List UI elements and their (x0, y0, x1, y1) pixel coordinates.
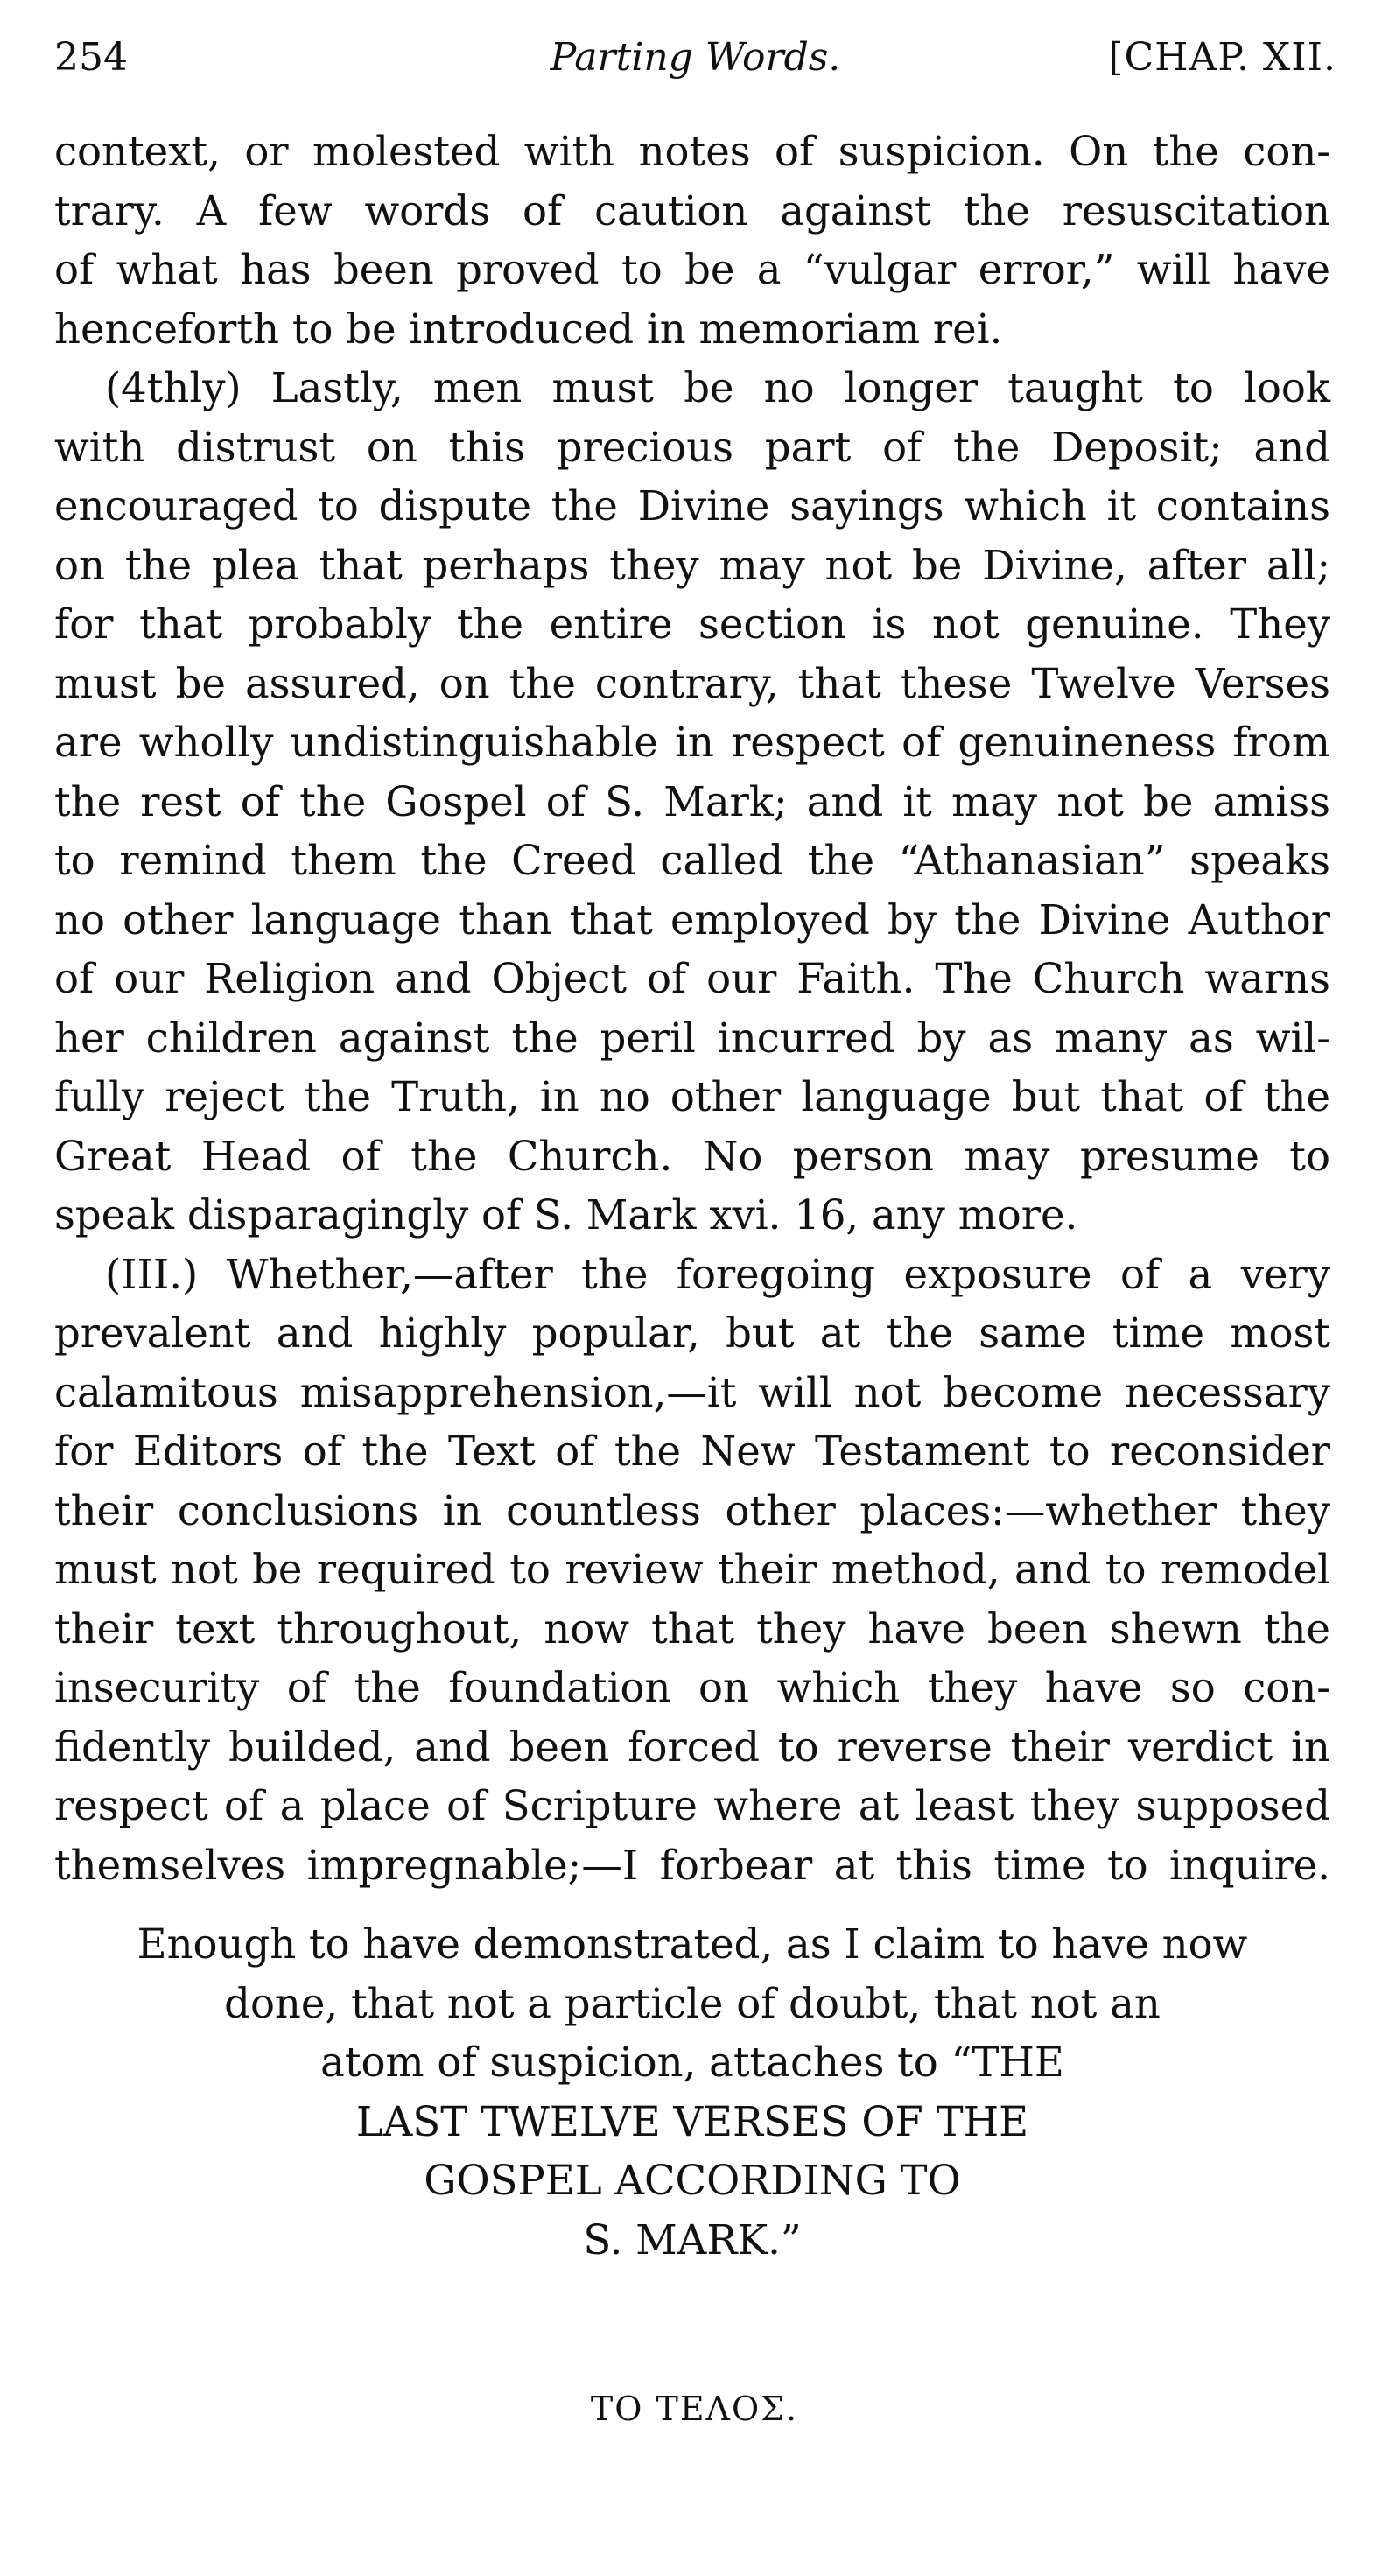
text-line: (III.) Whether,—after the foregoing exposure of a very (105, 1250, 1330, 1298)
text-line: Great Head of the Church. No person may presume to (54, 1132, 1330, 1180)
text-line: to remind them the Creed called the “Athanasian” speaks (54, 837, 1330, 884)
text-line: with distrust on this precious part of the Deposit; and (54, 423, 1330, 471)
page-header (54, 35, 1336, 96)
closing-line: Enough to have demonstrated, as I claim to have now (137, 1920, 1248, 1968)
text-line: encouraged to dispute the Divine sayings which it contains (54, 482, 1330, 530)
text-line: their conclusions in countless other places:—whether they (54, 1486, 1330, 1534)
chapter-label: [CHAP. XII. (1108, 35, 1336, 80)
text-line: respect of a place of Scripture where at least they supposed (54, 1782, 1330, 1829)
text-line: the rest of the Gospel of S. Mark; and it may not be amiss (54, 777, 1330, 825)
text-line: themselves impregnable;—I forbear at this time to inquire. (54, 1841, 1330, 1889)
closing-line: S. MARK.” (583, 2215, 802, 2264)
text-line: of what has been proved to be a “vulgar error,” will have (54, 246, 1330, 293)
text-line: (4thly) Lastly, men must be no longer taught to look (105, 364, 1330, 411)
body-text (54, 123, 1330, 1895)
text-line: her children against the peril incurred by as many as wil- (54, 1014, 1330, 1062)
text-line: prevalent and highly popular, but at the same time most (54, 1309, 1330, 1357)
text-line: their text throughout, now that they have been shewn the (54, 1604, 1330, 1653)
text-line: trary. A few words of caution against the resuscitation (54, 186, 1330, 235)
text-line: fidently builded, and been forced to reverse their verdict in (54, 1723, 1330, 1771)
end-mark: ΤΟ ΤΕΛΟΣ. (590, 2390, 799, 2428)
page-number: 254 (54, 35, 128, 80)
text-line: must be assured, on the contrary, that these Twelve Verses (54, 659, 1330, 707)
text-line: of our Religion and Object of our Faith. The Church warns (54, 955, 1330, 1002)
text-line: for Editors of the Text of the New Testament to reconsider (54, 1428, 1330, 1475)
text-line: for that probably the entire section is not genuine. They (54, 600, 1330, 648)
text-line: insecurity of the foundation on which they have so con- (54, 1664, 1330, 1711)
text-line: on the plea that perhaps they may not be Divine, after all; (54, 541, 1330, 589)
text-line: calamitous misapprehension,—it will not become necessary (54, 1368, 1330, 1416)
text-line: speak disparagingly of S. Mark xvi. 16, any more. (54, 1191, 1078, 1239)
text-line: fully reject the Truth, in no other language but that of the (54, 1073, 1330, 1120)
text-line: context, or molested with notes of suspicion. On the con- (54, 128, 1330, 175)
text-line: must not be required to review their method, and to remodel (54, 1546, 1330, 1593)
closing-line: atom of suspicion, attaches to “THE (320, 2039, 1064, 2086)
closing-line: GOSPEL ACCORDING TO (424, 2157, 961, 2204)
text-line: henceforth to be introduced in memoriam rei. (54, 305, 1003, 353)
closing-line: LAST TWELVE VERSES OF THE (355, 2097, 1029, 2145)
closing-passage (54, 1915, 1330, 2270)
text-line: are wholly undistinguishable in respect of genuineness from (54, 719, 1330, 766)
closing-line: done, that not a particle of doubt, that not an (224, 1979, 1161, 2027)
text-line: no other language than that employed by the Divine Author (54, 895, 1330, 944)
running-title: Parting Words. (550, 35, 841, 80)
